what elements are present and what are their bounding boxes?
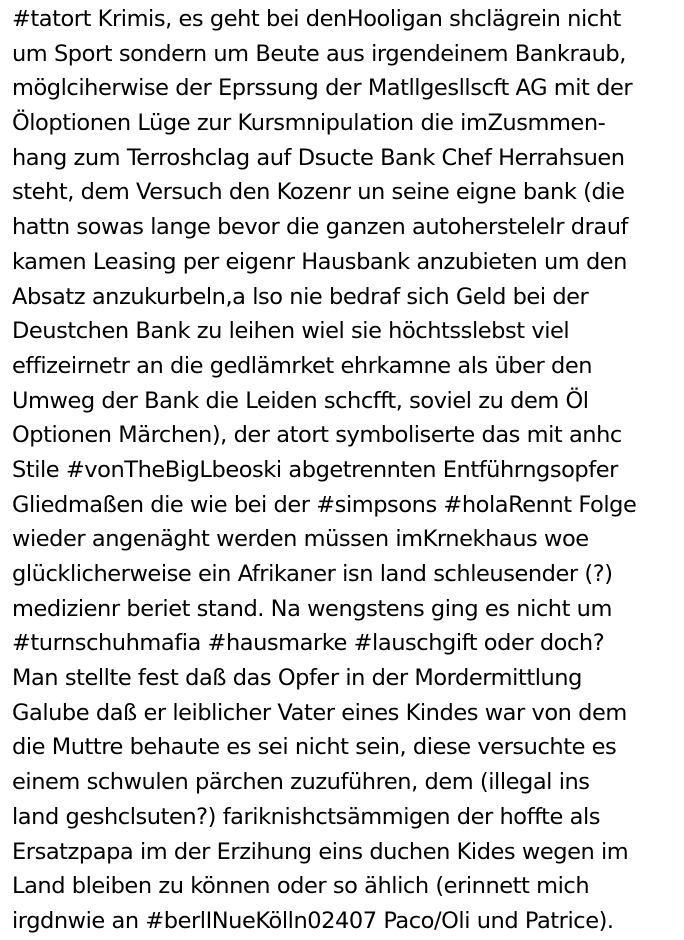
text-line-14: Stile #vonTheBigLbeoski abgetrennten Entführngsopfer bbox=[12, 456, 618, 483]
text-line-7: hattn sowas lange bevor die ganzen autohersteleIr drauf bbox=[12, 214, 629, 241]
text-line-6: steht, dem Versuch den Kozenr un seine eigne bank (die bbox=[12, 179, 625, 206]
text-line-3: möglciherwise der Eprssung der Matllgesllscft AG mit der bbox=[12, 75, 633, 102]
text-line-8: kamen Leasing per eigenr Hausbank anzubieten um den bbox=[12, 248, 627, 275]
text-line-15: Gliedmaßen die wie bei der #simpsons #holaRennt Folge bbox=[12, 491, 637, 518]
text-line-13: Optionen Märchen), der atort symboliserte das mit anhc bbox=[12, 422, 622, 449]
text-line-9: Absatz anzukurbeln,a lso nie bedraf sich Geld bei der bbox=[12, 283, 589, 310]
text-line-10: Deustchen Bank zu leihen wiel sie höchtsslebst viel bbox=[12, 318, 570, 345]
text-line-1: #tatort Krimis, es geht bei denHooligan shclägrein nicht bbox=[12, 6, 621, 32]
text-line-22: die Muttre behaute es sei nicht sein, diese versuchte es bbox=[12, 734, 617, 761]
text-line-18: medizienr beriet stand. Na wengstens ging es nicht um bbox=[12, 595, 612, 622]
text-line-23: einem schwulen pärchen zuzuführen, dem (illegal ins bbox=[12, 769, 590, 796]
text-line-4: Öloptionen Lüge zur Kursmnipulation die imZusmmen- bbox=[12, 110, 606, 137]
document-text bbox=[12, 2, 684, 939]
text-line-26: Land bleiben zu können oder so ählich (erinnett mich bbox=[12, 873, 590, 900]
text-line-19: #turnschuhmafia #hausmarke #lauschgift oder doch? bbox=[12, 630, 605, 657]
text-line-24: land geshclsuten?) fariknishctsämmigen der hoffte als bbox=[12, 803, 601, 830]
text-line-17: glücklicherweise ein Afrikaner isn land schleusender (?) bbox=[12, 561, 613, 587]
text-line-16: wieder angenäght werden müssen imKrnekhaus woe bbox=[12, 526, 589, 553]
text-line-11: effizeirnetr an die gedlämrket ehrkamne als über den bbox=[12, 352, 593, 379]
text-line-5: hang zum Terroshclag auf Dsucte Bank Chef Herrahsuen bbox=[12, 144, 625, 171]
text-line-21: Galube daß er leiblicher Vater eines Kindes war von dem bbox=[12, 699, 627, 726]
text-line-20: Man stellte fest daß das Opfer in der Mordermittlung bbox=[12, 665, 582, 692]
text-line-27: irgdnwie an #berlINueKölln02407 Paco/Oli und Patrice). bbox=[12, 907, 614, 934]
text-line-2: um Sport sondern um Beute aus irgendeinem Bankraub, bbox=[12, 40, 626, 67]
text-line-25: Ersatzpapa im der Erzihung eins duchen Kides wegen im bbox=[12, 838, 629, 865]
text-line-12: Umweg der Bank die Leiden schcfft, soviel zu dem Öl bbox=[12, 387, 589, 414]
